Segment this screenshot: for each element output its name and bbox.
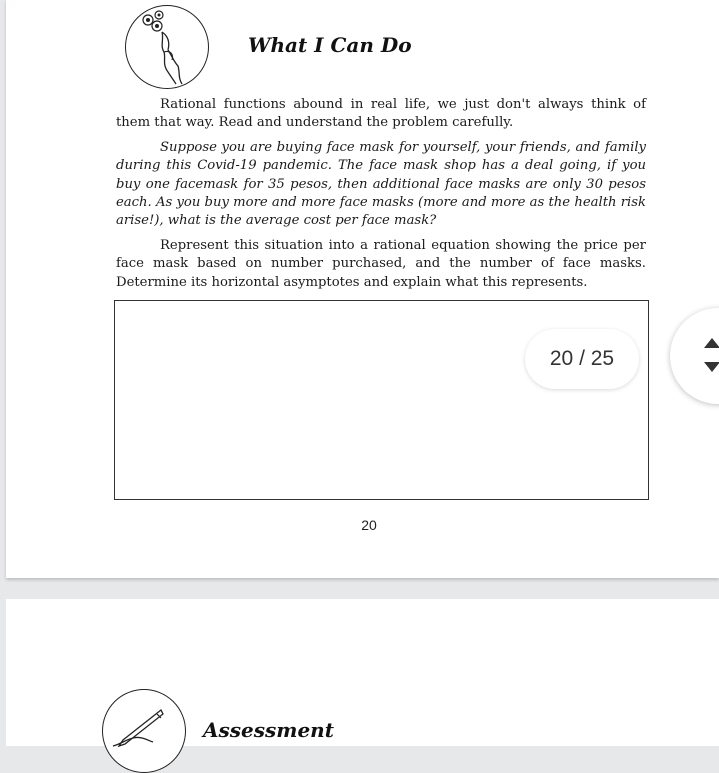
intro-paragraph: [116, 96, 646, 133]
assessment-heading: Assessment: [203, 718, 334, 742]
problem-text: Suppose you are buying face mask for yourself, your friends, and family during this Covid-19 pandemic. The face mask shop has a deal going, if you buy one facemask for 35 pesos, then additional face masks are only 30 pesos each. As you buy more and more face masks (more and more as the health risk arise!), what is the average cost per face mask?: [116, 140, 646, 229]
next-document-page: [6, 599, 719, 746]
arrow-up-icon: [704, 338, 719, 348]
document-page: [6, 0, 719, 578]
instruction-text: Represent this situation into a rational equation showing the price per face mask based on number purchased, and the number of face masks. Determine its horizontal asymptotes and explain what this represents.: [116, 238, 646, 290]
arrow-down-icon: [704, 362, 719, 372]
page-number: 20: [361, 517, 377, 533]
page-indicator: 20 / 25: [525, 329, 639, 389]
hand-writing-pencil-icon: [102, 689, 186, 773]
hand-holding-gears-icon: [125, 5, 209, 89]
problem-paragraph: [116, 139, 646, 230]
section-heading: What I Can Do: [248, 33, 412, 57]
intro-text: Rational functions abound in real life, we just don't always think of them that way. Read and understand the problem carefully.: [116, 97, 646, 131]
instruction-paragraph: [116, 237, 646, 292]
